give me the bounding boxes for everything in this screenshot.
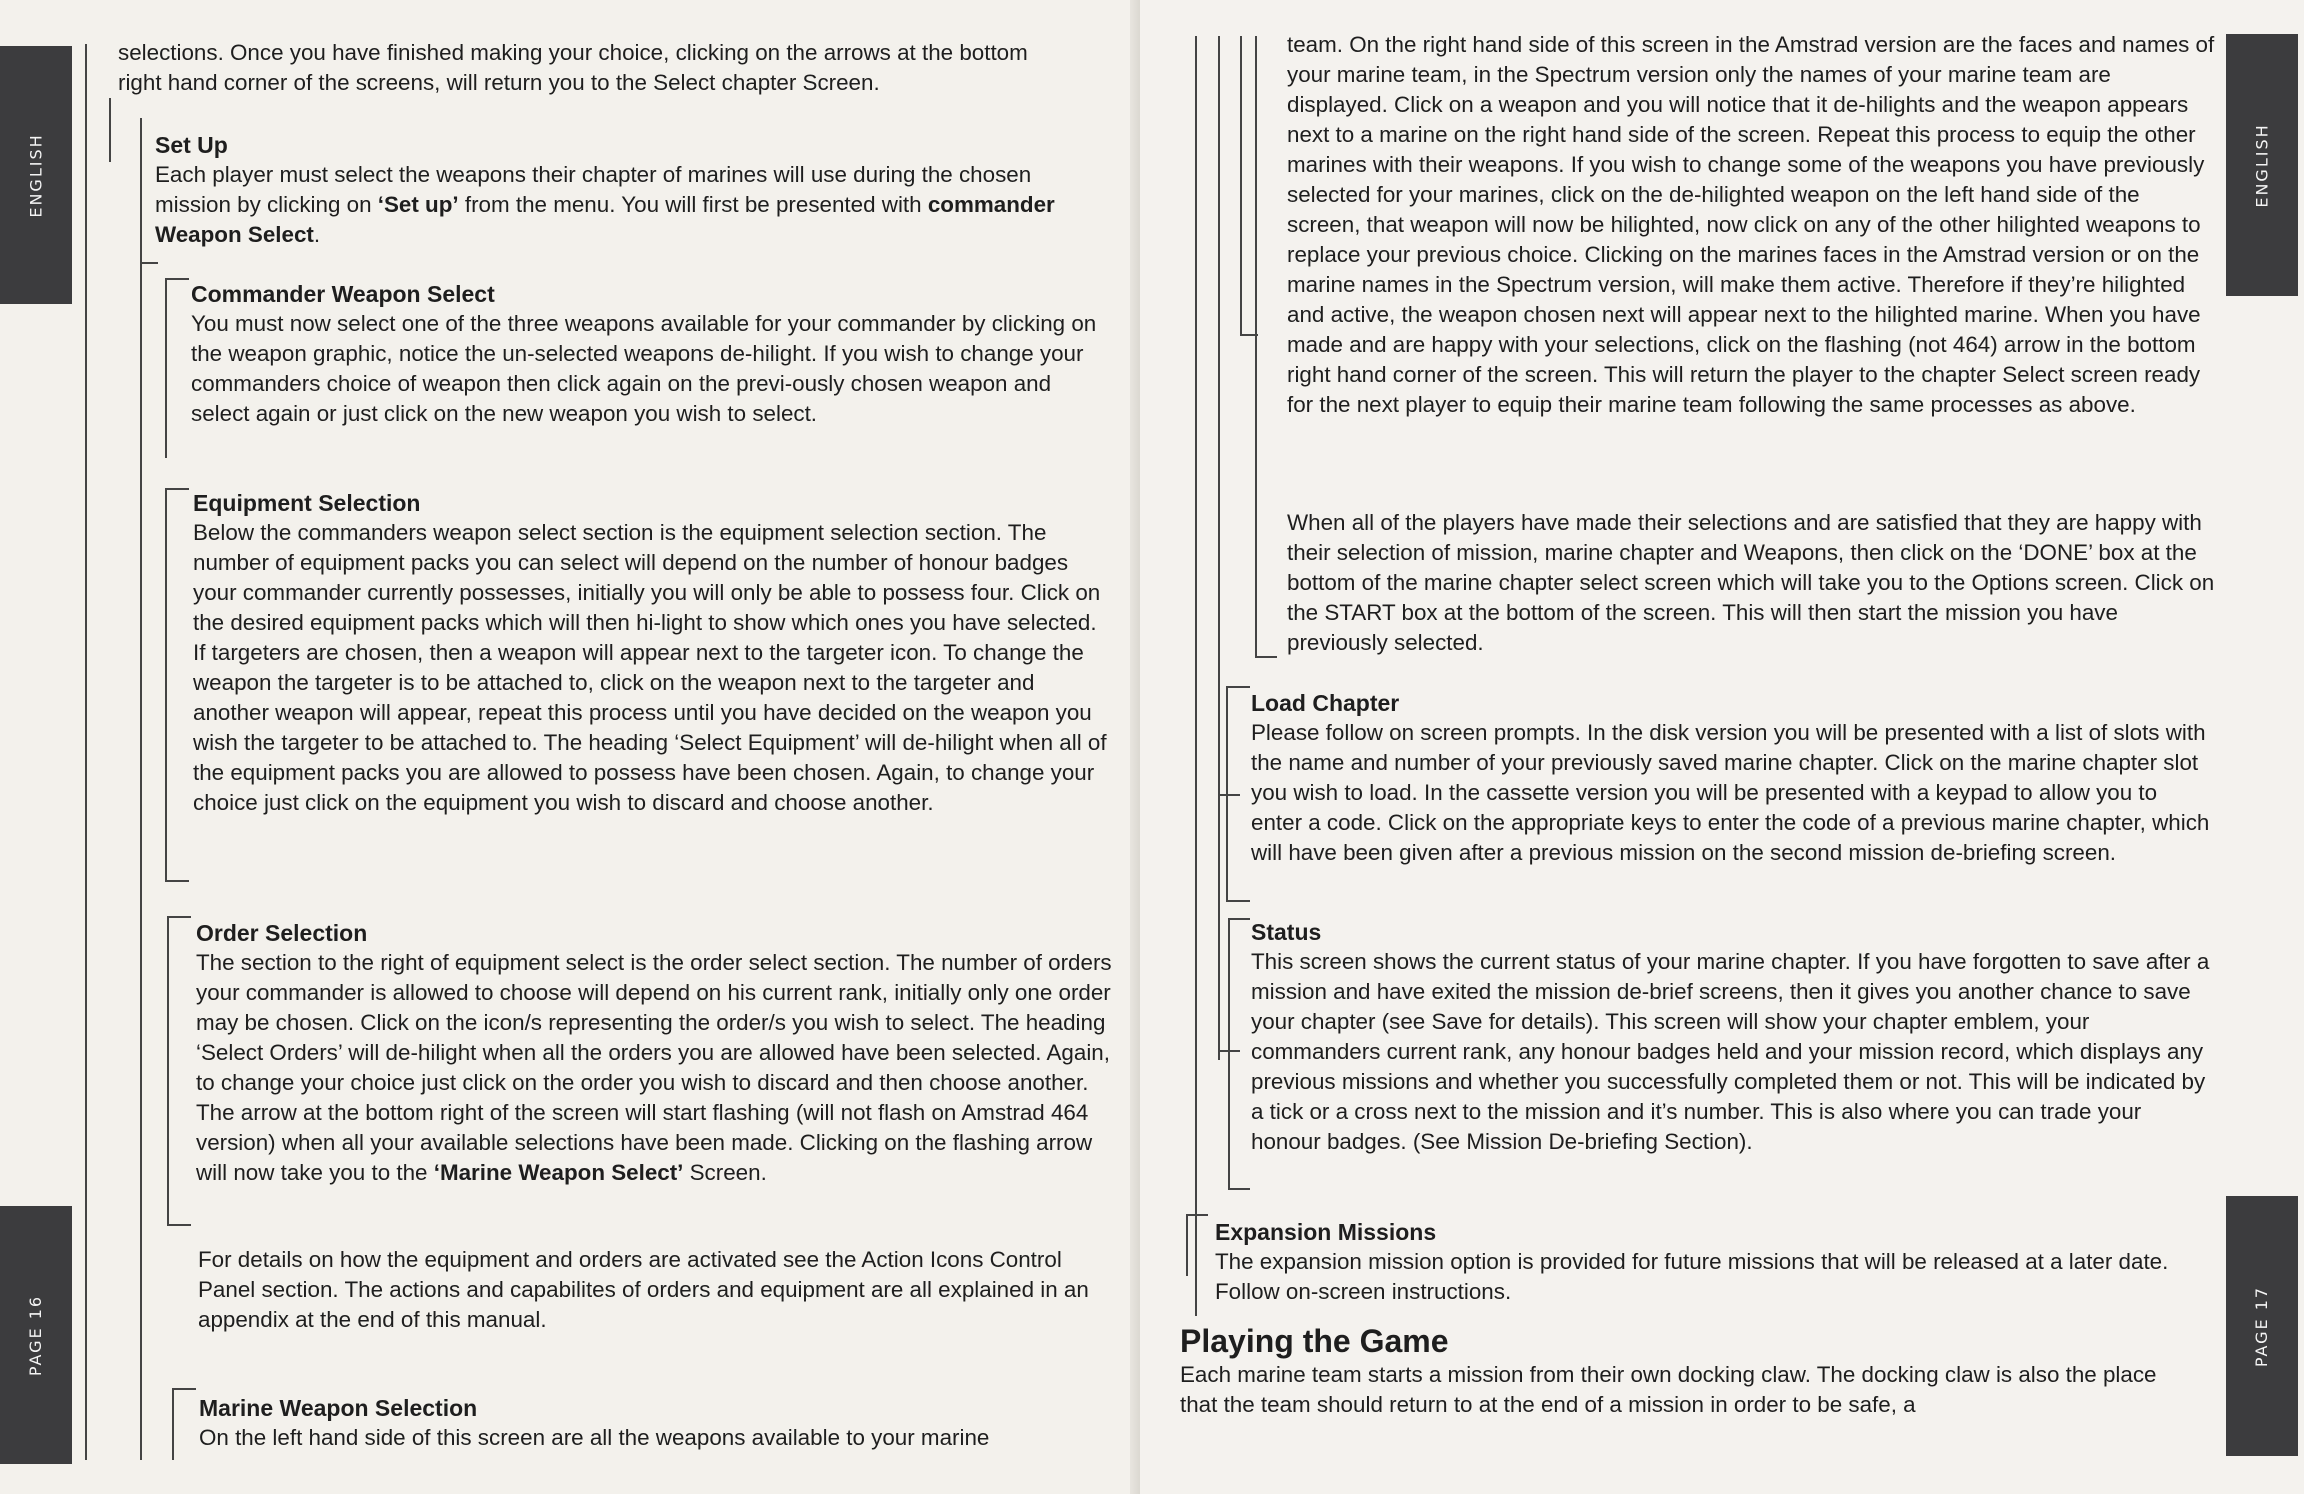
outline-bracket-load-top (1226, 686, 1250, 688)
section-heading: Load Chapter (1251, 690, 1400, 716)
intro-paragraph: selections. Once you have finished making your choice, clicking on the arrows at the bottom right hand corner of the screens, will return you to the Select chapter Screen. (118, 40, 1028, 95)
outline-line-level2 (1218, 36, 1220, 1060)
page-number-tab-right (2226, 1196, 2298, 1456)
outline-bracket-status (1228, 918, 1230, 1190)
section-order-selection (196, 918, 1116, 1188)
section-text: Each player must select the weapons their chapter of marines will use during the chosen mission by clicking on ‘Set up’ from the menu. You will first be presented with commander Weapon Select. (155, 162, 1055, 247)
outline-bracket-load (1226, 686, 1228, 902)
outline-line-level1 (85, 44, 87, 1460)
outline-line-level1 (1195, 36, 1197, 1316)
section-text: Below the commanders weapon select section is the equipment selection section. The number of equipment packs you can select will depend on the number of honour badges your commander currently possesses, initially you will only be able to possess four. Click on the desired equipment packs which will then hi-light to show which ones you have selected. If targeters are chosen, then a weapon will appear next to the targeter icon. To change the weapon the targeter is to be attached to, click on the weapon next to the targeter and another weapon will appear, repeat this process until you have decided on the weapon you wish the targeter to be attached to. The heading ‘Select Equipment’ will de-hilight when all of the equipment packs you are allowed to possess have been chosen. Again, to change your choice just click on the equipment you wish to discard and choose another. (193, 520, 1107, 815)
outline-bracket-equipment (165, 488, 167, 882)
left-page (0, 0, 1140, 1494)
outline-bracket-status-bottom (1228, 1188, 1250, 1190)
outline-bracket-expansion (1186, 1214, 1188, 1276)
continuation-paragraph: team. On the right hand side of this screen in the Amstrad version are the faces and names of your marine team, in the Spectrum version only the names of your marine team are displayed. Click on a weapon and you will notice that it de-hilights and the weapon appears next to a marine on the right hand side of the screen. Repeat this process to equip the other marines with their weapons. If you wish to change some of the weapons you have previously selected for your marines, click on the de-hilighted weapon on the left hand side of the screen, that weapon will now be hilighted, now click on any of the other hilighted weapons to replace your previous choice. Clicking on the marines faces in the Amstrad version or on the marine names in the Spectrum version, will make them active. Therefore if they’re hilighted and active, the weapon chosen next will appear next to the hilighted marine. When you have made and are happy with your selections, click on the flashing (not 464) arrow in the bottom right hand corner of the screen. This will return the player to the chapter Select screen ready for the next player to equip their marine team following the same processes as above. (1287, 32, 2215, 417)
section-marine-weapon-selection (199, 1393, 1119, 1453)
section-heading-large: Playing the Game (1180, 1323, 1449, 1359)
section-commander-weapon-select (191, 279, 1103, 429)
right-page (1140, 0, 2304, 1494)
outline-bracket-order (167, 916, 169, 1226)
outline-bracket-expansion-top (1186, 1214, 1208, 1216)
section-heading: Commander Weapon Select (191, 281, 495, 307)
outline-line-level2 (140, 118, 142, 1460)
outline-tick-load (1218, 794, 1240, 796)
section-text: You must now select one of the three weapons available for your commander by clicking on the weapon graphic, notice the un-selected weapons de-hilight. If you wish to change your commanders choice of weapon then click again on the previ-ously chosen weapon and select again or just click on the new weapon you wish to select. (191, 311, 1097, 426)
outline-bracket-status-top (1228, 918, 1250, 920)
outline-bracket-continuation-bottom (1255, 656, 1277, 658)
section-playing-the-game (1180, 1323, 2200, 1420)
section-text: Each marine team starts a mission from their own docking claw. The docking claw is also the place that the team should return to at the end of a mission in order to be safe, a (1180, 1362, 2157, 1417)
outline-bracket-continuation (1255, 36, 1257, 658)
page-number-tab-left (0, 1206, 72, 1464)
section-status (1251, 917, 2211, 1157)
outline-bracket-load-bottom (1226, 900, 1250, 902)
outline-bracket-order-bottom (167, 1224, 191, 1226)
outline-bracket-equipment-bottom (165, 880, 189, 882)
outline-bracket-commander-top (165, 278, 189, 280)
section-heading: Set Up (155, 132, 228, 158)
section-heading: Marine Weapon Selection (199, 1395, 478, 1421)
section-load-chapter (1251, 688, 2211, 868)
completion-paragraph: When all of the players have made their selections and are satisfied that they are happy with their selection of mission, marine chapter and Weapons, then click on the ‘DONE’ box at the bottom of the marine chapter select screen which will take you to the Options screen. Click on the START box at the bottom of the screen. This will then start the mission you have previously selected. (1287, 510, 2215, 655)
language-tab-right (2226, 34, 2298, 296)
section-heading: Status (1251, 919, 1322, 945)
details-paragraph: For details on how the equipment and orders are activated see the Action Icons Control Panel section. The actions and capabilites of orders and equipment are all explained in an appendix at the end of this manual. (198, 1247, 1089, 1332)
language-tab-right-label: ENGLISH (2252, 122, 2272, 208)
outline-tick-level2 (140, 262, 158, 264)
section-text: This screen shows the current status of your marine chapter. If you have forgotten to save after a mission and have exited the mission de-brief screens, then it gives you another chance to save your chapter (see Save for details). This screen will show your chapter emblem, your commanders current rank, any honour badges held and your mission record, which displays any previous missions and whether you successfully completed them or not. This will be indicated by a tick or a cross next to the mission and it’s number. This is also where you can trade your honour badges. (See Mission De-briefing Section). (1251, 949, 2210, 1154)
section-text: Please follow on screen prompts. In the disk version you will be presented with a list of slots with the name and number of your previously saved marine chapter. Click on the marine chapter slot you wish to load. In the cassette version you will be presented with a keypad to allow you to enter a code. Click on the appropriate keys to enter the code of a previous marine chapter, which will have been given after a previous mission on the second mission de-briefing screen. (1251, 720, 2210, 865)
section-text: The expansion mission option is provided for future missions that will be released at a later date. Follow on-screen instructions. (1215, 1249, 2169, 1304)
section-text: The section to the right of equipment select is the order select section. The number of orders your commander is allowed to choose will depend on his current rank, initially only one order may be chosen. Click on the icon/s representing the order/s you wish to select. The heading ‘Select Orders’ will de-hilight when all the orders you are allowed have been selected. Again, to change your choice just click on the order you wish to discard and then choose another. The arrow at the bottom right of the screen will start flashing (will not flash on Amstrad 464 version) when all your available selections have been made. Clicking on the flashing arrow will now take you to the ‘Marine Weapon Select’ Screen. (196, 950, 1112, 1185)
page-number-left-label: PAGE 16 (26, 1294, 46, 1376)
outline-bracket-commander (165, 278, 167, 458)
page-number-right-label: PAGE 17 (2252, 1285, 2272, 1367)
section-heading: Equipment Selection (193, 490, 421, 516)
language-tab-left (0, 46, 72, 304)
outline-line-level3 (1240, 36, 1242, 336)
section-heading: Expansion Missions (1215, 1219, 1437, 1245)
outline-bracket-order-top (167, 916, 191, 918)
section-text: On the left hand side of this screen are all the weapons available to your marine (199, 1425, 990, 1450)
outline-line-setup (109, 98, 111, 162)
section-expansion-missions (1215, 1217, 2205, 1307)
outline-bracket-marine-top (172, 1388, 196, 1390)
section-equipment-selection (193, 488, 1113, 818)
section-set-up (155, 130, 1075, 250)
language-tab-left-label: ENGLISH (26, 132, 46, 218)
section-heading: Order Selection (196, 920, 368, 946)
outline-bracket-marine (172, 1388, 174, 1460)
outline-bracket-equipment-top (165, 488, 189, 490)
